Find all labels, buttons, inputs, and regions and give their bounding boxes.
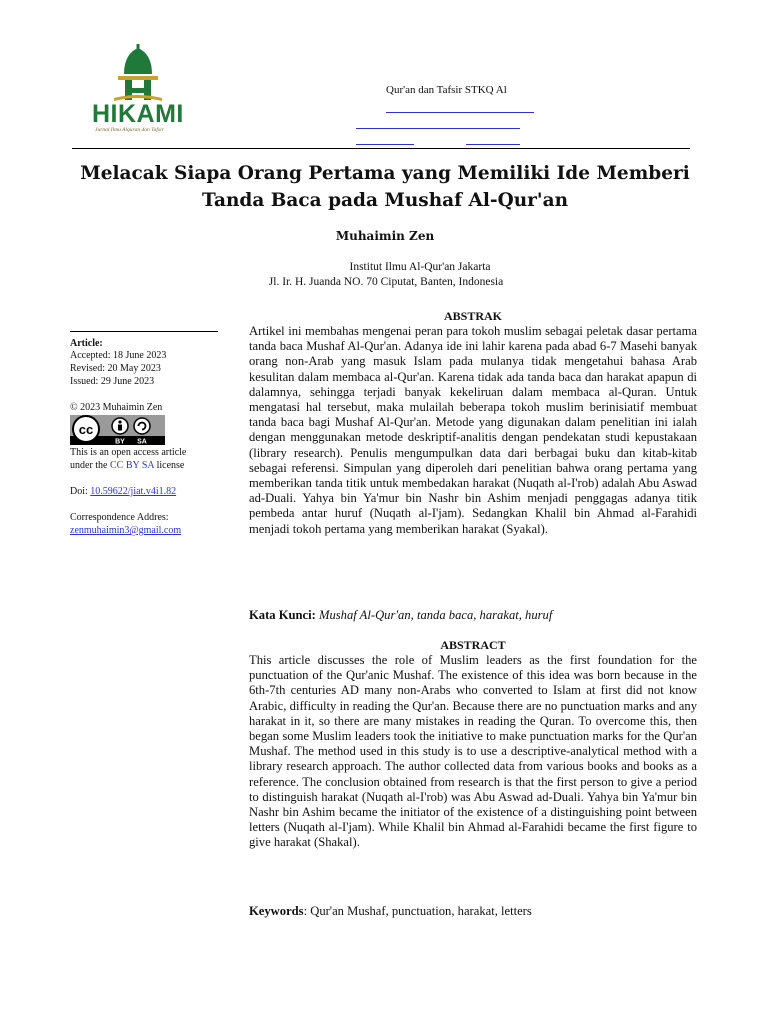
revised-date: Revised: 20 May 2023 xyxy=(70,363,161,374)
affiliation-address: Jl. Ir. H. Juanda NO. 70 Ciputat, Banten, Indonesia xyxy=(268,276,504,288)
by-icon xyxy=(112,418,128,434)
header-link-underline[interactable] xyxy=(356,128,520,129)
open-access-line2: under the CC BY SA license xyxy=(70,460,185,471)
header-link-underline[interactable] xyxy=(356,144,414,145)
correspondence-label: Correspondence Addres: xyxy=(70,512,169,523)
sa-icon xyxy=(134,418,150,434)
header-link-underline[interactable] xyxy=(466,144,520,145)
abstrak-heading: ABSTRAK xyxy=(443,309,502,323)
header-divider xyxy=(72,148,690,149)
author-name: Muhaimin Zen xyxy=(335,229,435,243)
cc-sa-label: SA xyxy=(137,438,147,445)
abstract-heading: ABSTRACT xyxy=(440,638,506,652)
copyright-line: © 2023 Muhaimin Zen xyxy=(70,402,163,413)
cc-by-label: BY xyxy=(115,438,125,445)
logo-tagline: Jurnal Ilmu Alquran dan Tafsir xyxy=(95,127,164,133)
accepted-date: Accepted: 18 June 2023 xyxy=(70,350,167,361)
keywords: Keywords: Qur'an Mushaf, punctuation, harakat, letters xyxy=(249,904,532,918)
cc-by-sa-badge[interactable] xyxy=(70,415,165,445)
abstrak-body: Artikel ini membahas mengenai peran para tokoh muslim sebagai peletak dasar pertama tanda baca Mushaf Al-Qur'an. Adanya ide ini lahir karena pada abad 6-7 Masehi banyak orang non-Arab yang masuk Islam pada mulanya tidak mengetahui bahasa Arab kesulitan dalam membaca al-Qur'an. Karena tidak ada tanda baca dan harakat apapun di dalamnya, sehingga terjadi banyak kekeliruan dalam membaca al-Quran. Untuk mengatasi hal tersebut, maka mulailah beberapa tokoh muslim berinisiatif membuat tanda baca bagi Mushaf Al-Qur'an. Metode yang digunakan dalam penelitian ini ialah dengan menggunakan metode deskriptif-analitis dengan pendekatan studi kepustakaan (library research). Penulis mengumpulkan data dari berbagai buku dan kitab-kitab sebagai referensi. Simpulan yang diperoleh dari penelitian bahwa orang pertama yang memberikan tanda titik untuk membedakan harakat (Nuqath al-I'rob) adalah Abu Aswad ad-Duali. Yahya bin Ya'mur bin Nashr bin Ashim menjadi penggagas adanya titik pembeda antar huruf (Nuqath al-I'jam). Sedangkan Khalil bin Ahmad al-Farahidi menjadi tokoh pertama yang memberikan harakat (Syakal). xyxy=(249,324,697,536)
logo-wordmark: HIKAMI xyxy=(92,100,184,128)
mosque-dome-icon xyxy=(114,44,162,101)
email-link[interactable]: zenmuhaimin3@gmail.com xyxy=(70,525,182,536)
kata-kunci: Kata Kunci: Mushaf Al-Qur'an, tanda baca, harakat, huruf xyxy=(249,608,553,622)
doi-link[interactable]: 10.59622/jiat.v4i1.82 xyxy=(90,486,177,497)
license-link[interactable]: CC BY SA xyxy=(110,460,155,471)
abstract-body: This article discusses the role of Muslim leaders as the first foundation for the punctuation of the Qur'anic Mushaf. The existence of this idea was born because in the 6th-7th centuries AD many non-Arabs who converted to Islam at first did not know Arabic, difficulty in reading the Qur'an. Because there are no punctuation marks and any harakat in it, so there are many mistakes in reading the Quran. To overcome this, then began some Muslim leaders took the initiative to make punctuation marks for the Qur'an Mushaf. The method used in this study is to use a descriptive-analytical method with a library research approach. The author collected data from various books and books as a reference. The conclusion obtained from research is that the first person to give a period to distinguish harakat (Nuqath al-I'rob) was Abu Aswad ad-Duali. Yahya bin Ya'mur bin Nashr bin Ashim became the initiator of the existence of a distinguishing point between letters (Nuqath al-I'jam). While Khalil bin Ahmad al-Farahidi became the first figure to give harakat (Shakal). xyxy=(249,653,697,850)
affiliation-institute: Institut Ilmu Al-Qur'an Jakarta xyxy=(349,261,491,273)
open-access-line1: This is an open access article xyxy=(70,447,187,458)
header-link-underline[interactable] xyxy=(386,112,534,113)
doi-line: Doi: 10.59622/jiat.v4i1.82 xyxy=(70,486,177,497)
sidebar-divider xyxy=(70,331,218,332)
journal-name: Qur'an dan Tafsir STKQ Al xyxy=(386,84,507,96)
article-label: Article: xyxy=(70,338,103,349)
article-title: Melacak Siapa Orang Pertama yang Memiliki Ide Memberi Tanda Baca pada Mushaf Al-Qur'an xyxy=(80,163,690,211)
issued-date: Issued: 29 June 2023 xyxy=(70,376,155,387)
svg-text:cc: cc xyxy=(78,422,94,437)
